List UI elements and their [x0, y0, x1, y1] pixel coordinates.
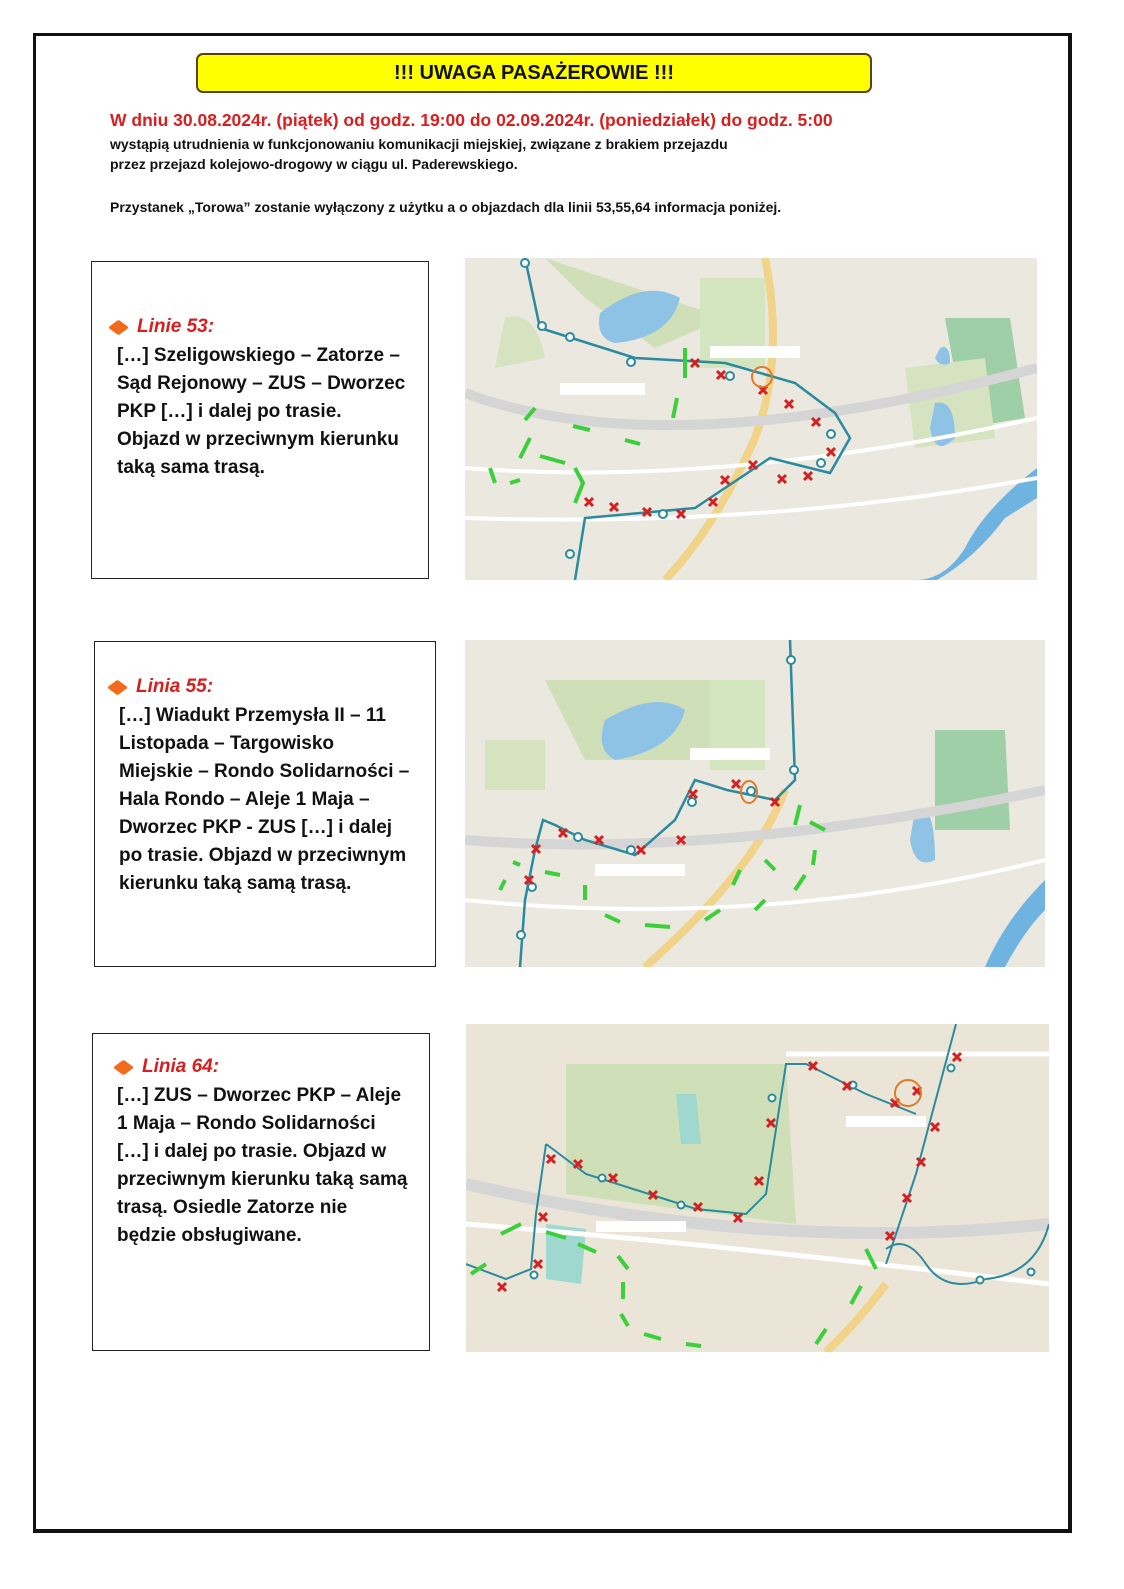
line-55-title: Linia 55: — [136, 676, 214, 697]
description-text — [110, 134, 728, 174]
map-64-svg — [466, 1024, 1049, 1352]
map-label-box — [846, 1116, 926, 1127]
line-64-box — [92, 1033, 430, 1351]
line-64-route: […] ZUS – Dworzec PKP – Aleje 1 Maja – Rondo Solidarności […] i dalej po trasie. Objazd w przeciwnym kierunku taką samą trasą. Osiedle Zatorze nie będzie obsługiwane. — [117, 1085, 408, 1246]
banner-title: !!! UWAGA PASAŻEROWIE !!! — [394, 61, 674, 84]
date-range-text: W dniu 30.08.2024r. (piątek) od godz. 19:00 do 02.09.2024r. (poniedziałek) do godz. 5:00 — [110, 110, 833, 130]
line-64-title: Linia 64: — [142, 1056, 220, 1077]
line-55-map — [465, 640, 1045, 967]
line-53-route: […] Szeligowskiego – Zatorze – Sąd Rejonowy – ZUS – Dworzec PKP […] i dalej po trasie. Objazd w przeciwnym kierunku taką sama trasą. — [117, 345, 406, 478]
map-label-box — [596, 1221, 686, 1232]
line-53-heading — [112, 316, 408, 338]
line-64-map — [466, 1024, 1049, 1352]
map-55-svg — [465, 640, 1045, 967]
description-line-2: przez przejazd kolejowo-drogowy w ciągu ul. Paderewskiego. — [110, 156, 518, 172]
orange-diamond-icon — [113, 1059, 134, 1075]
map-label-box — [710, 346, 800, 358]
line-53-box — [91, 261, 429, 579]
description-line-1: wystąpią utrudnienia w funkcjonowaniu komunikacji miejskiej, związane z brakiem przejazdu — [110, 136, 728, 152]
map-53-svg — [465, 258, 1037, 580]
map-label-box — [595, 864, 685, 876]
line-53-map — [465, 258, 1037, 580]
orange-diamond-icon — [108, 319, 129, 335]
line-55-box — [94, 641, 436, 967]
map-label-box — [560, 383, 645, 395]
warning-banner — [196, 53, 872, 93]
line-53-title: Linie 53: — [137, 316, 215, 337]
map-label-box — [690, 748, 770, 760]
line-64-heading — [117, 1056, 409, 1078]
orange-diamond-icon — [107, 679, 128, 695]
line-55-route: […] Wiadukt Przemysła II – 11 Listopada – Targowisko Miejskie – Rondo Solidarności – Hala Rondo – Aleje 1 Maja – Dworzec PKP - ZUS […] i dalej po trasie. Objazd w przeciwnym kierunku taką samą trasą. — [119, 705, 410, 894]
stop-info-text: Przystanek „Torowa” zostanie wyłączony z użytku a o objazdach dla linii 53,55,64 informacja poniżej. — [110, 199, 782, 215]
line-55-heading — [111, 676, 413, 698]
